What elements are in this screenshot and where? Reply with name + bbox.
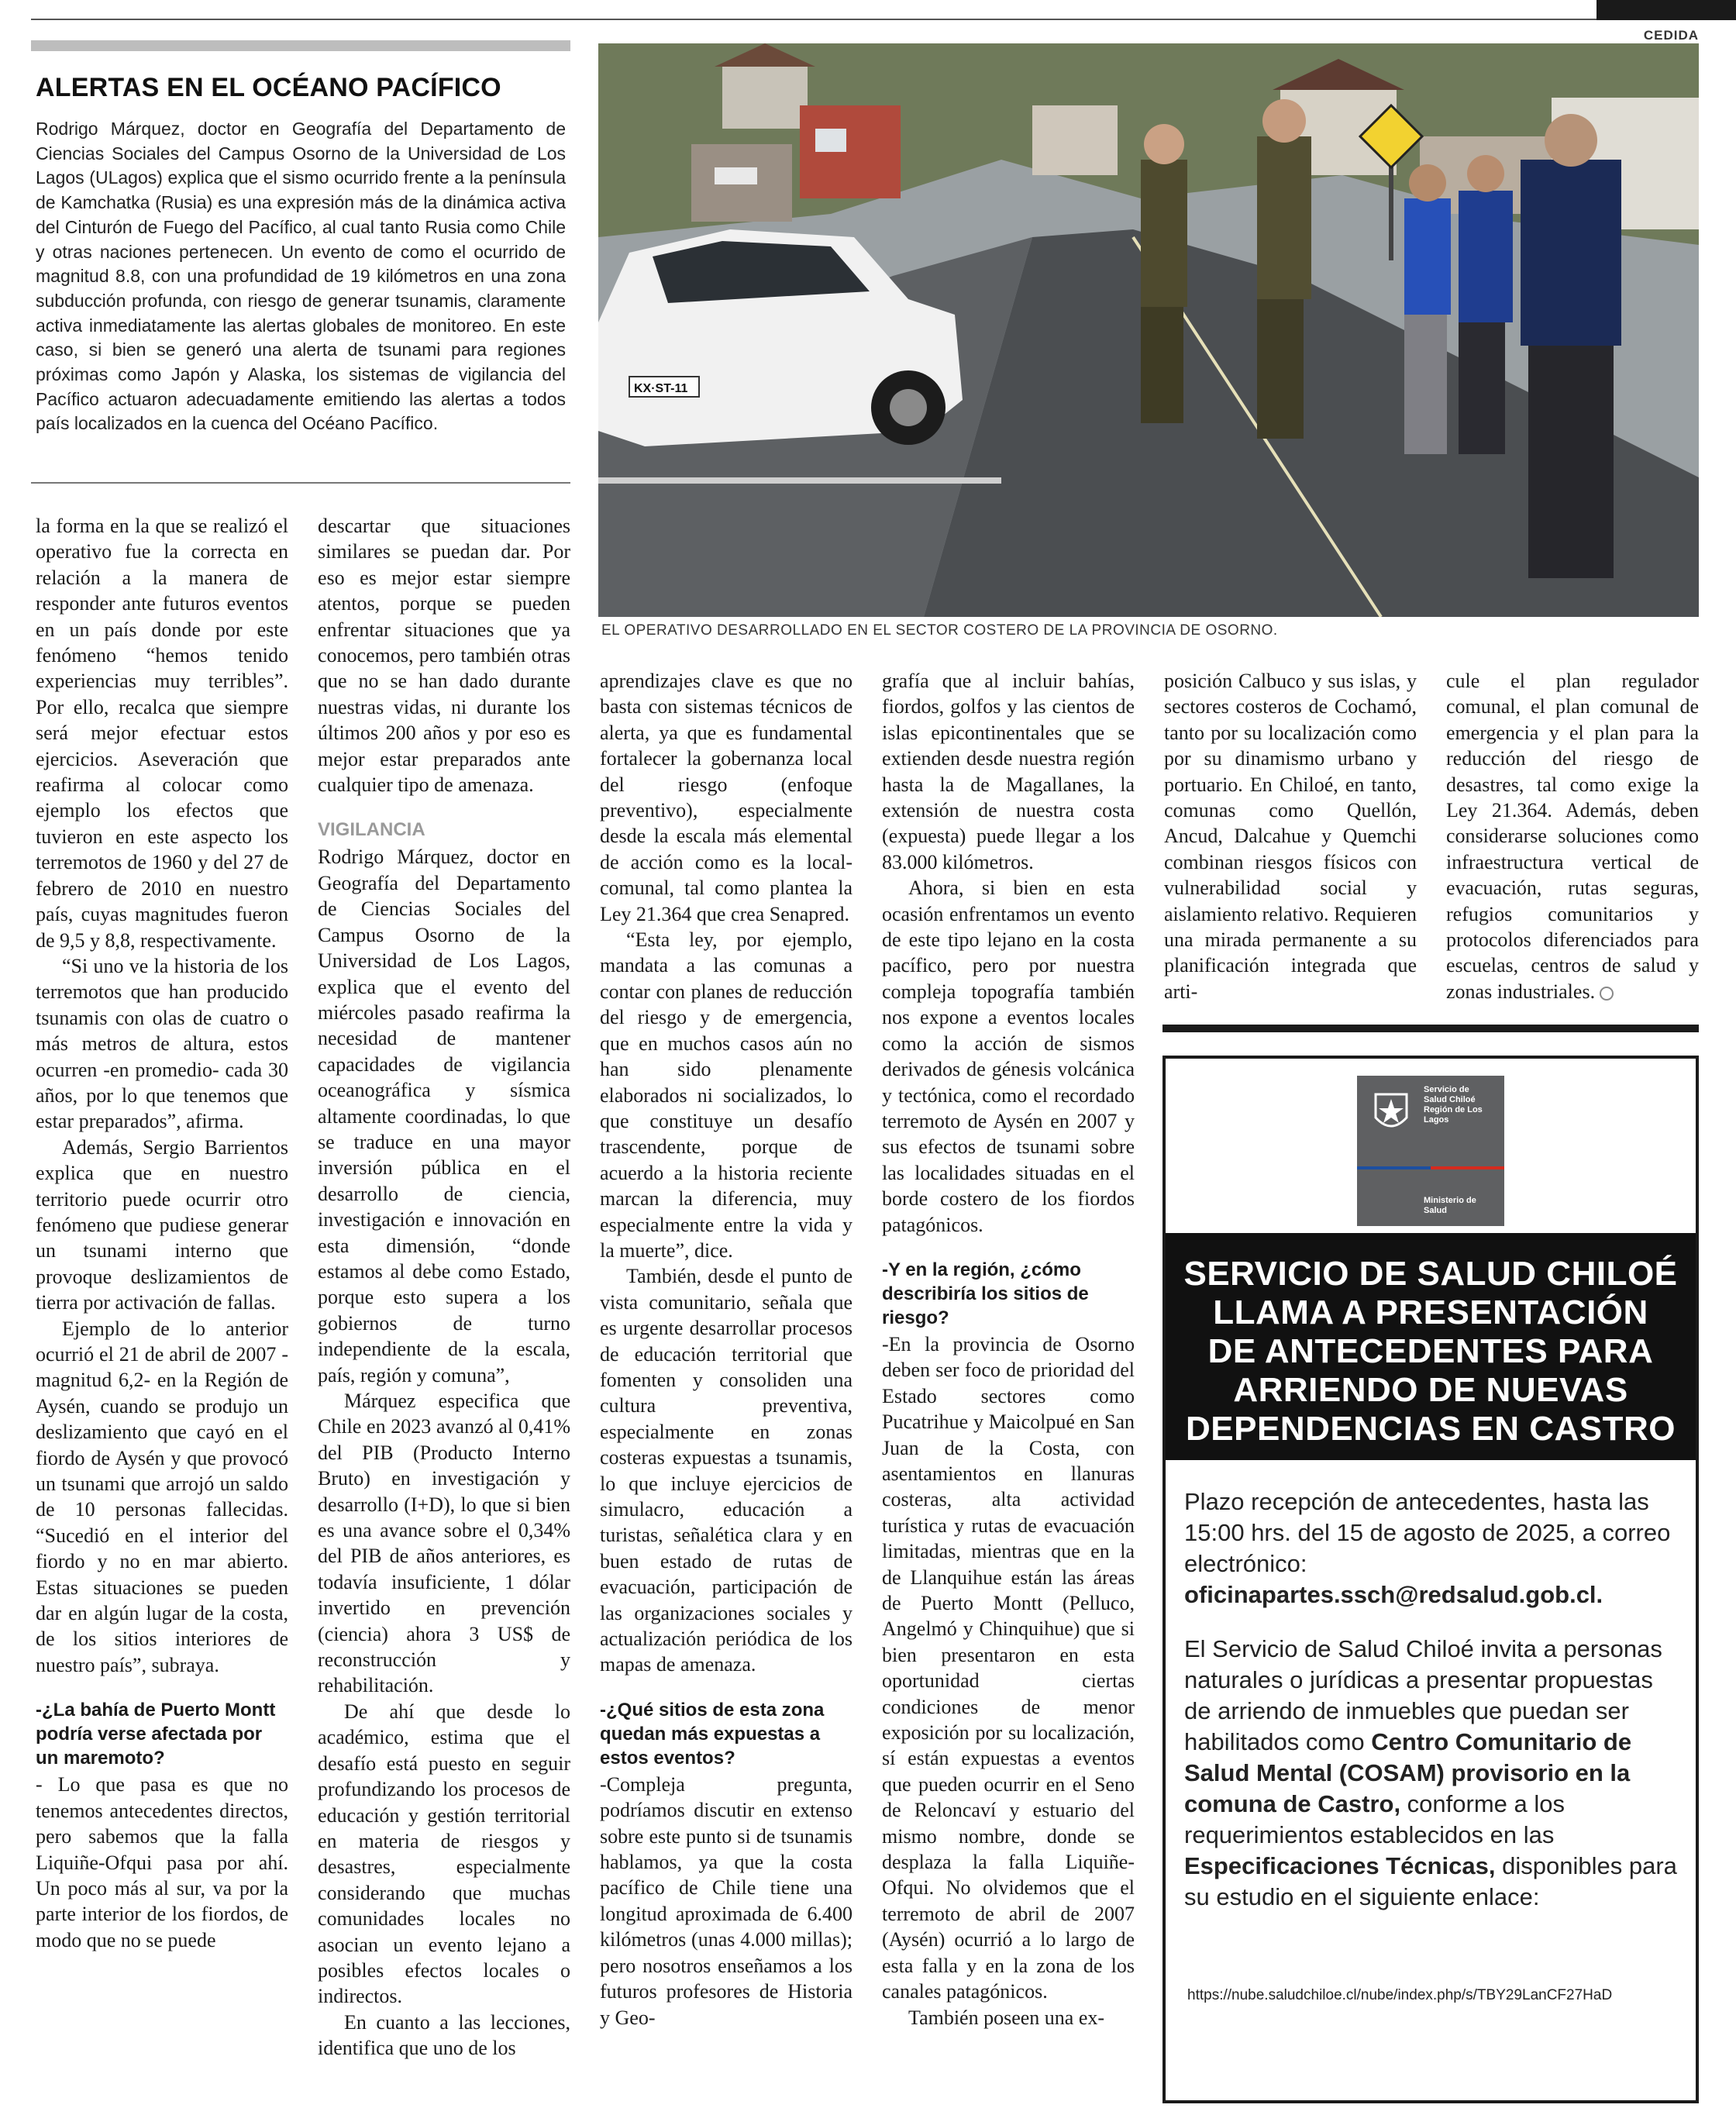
photo-credit: CEDIDA — [1643, 28, 1699, 43]
ad-text: disponibles para su estudio en el siguiente enlace: — [1184, 1852, 1677, 1910]
chile-coat-of-arms-icon — [1368, 1087, 1414, 1141]
paragraph: También, desde el punto de vista comunitario, señala que es urgente desarrollar procesos de educación territorial que fomenten y consoliden una cultura preventiva, especialmente en zonas costeras expuestas a tsunamis, lo que incluye ejercicios de simulacro, educación a turistas, señalética clara y en buen estado de rutas de evacuación, participación de las organizaciones sociales y actualización periódica de los mapas de amenaza. — [600, 1265, 852, 1676]
article-column-6 — [1446, 668, 1699, 1004]
interview-question: -Y en la región, ¿cómo describiría los sitios de riesgo? — [882, 1259, 1089, 1328]
article-column-1 — [36, 513, 288, 1953]
article-column-3 — [600, 668, 852, 2030]
ad-link[interactable]: https://nube.saludchiloe.cl/nube/index.php/s/TBY29LanCF27HaD — [1187, 1987, 1613, 2003]
paragraph: posición Calbuco y sus islas, y sectores costeros de Cochamó, tanto por su localización como por su dinamismo urbano y portuario. En Chiloé, en tanto, comunas como Quellón, Ancud, Dalcahue y Quemchi combinan riesgos físicos con vulnerabilidad social y aislamiento relativo. Requieren una mirada permanente a su planificación integrada que arti- — [1164, 670, 1417, 1003]
paragraph: En cuanto a las lecciones, identifica que uno de los — [318, 2010, 570, 2060]
ad-body — [1184, 1486, 1685, 1936]
sidebar-title: ALERTAS EN EL OCÉANO PACÍFICO — [36, 73, 501, 102]
paragraph: Ahora, si bien en esta ocasión enfrentamos un evento de este tipo lejano en la costa pacífico, pero por nuestra compleja topografía también nos expone a eventos locales como la acción de sismos derivados de génesis volcánica y tectónica, como el recordado terremoto de Aysén en 2007 y sus efectos de tsunami sobre las localidades situadas en el borde costero de los fiordos patagónicos. — [882, 877, 1135, 1236]
paragraph: la forma en la que se realizó el operativo fue la correcta en relación a la manera de responder ante futuros eventos en un país donde por este fenómeno “hemos tenido experiencias muy terribles”. Por ello, recalca que siempre será mejor efectuar estos ejercicios. Aseveración que reafirma al colocar como ejemplo los efectos que tuvieron en este aspecto los terremotos de 1960 y del 27 de febrero de 2010 en nuestro país, cuyas magnitudes fueron de 9,5 y 8,8, respectivamente. — [36, 515, 288, 952]
sidebar-text: Rodrigo Márquez, doctor en Geografía del Departamento de Ciencias Sociales del Campus Osorno de la Universidad de Los Lagos (ULagos) explica que el sismo ocurrido frente a la península de Kamchatka (Rusia) es una expresión más de la dinámica activa del Cinturón de Fuego del Pacífico, al cual tanto Rusia como Chile y otras naciones pertenecen. Un evento de como el ocurrido de magnitud 8.8, con una profundidad de 19 kilómetros en una zona subducción profunda, con riesgo de generar tsunamis, claramente activa inmediatamente las alertas globales de monitoreo. En este caso, si bien se generó una alerta de tsunami para regiones próximas como Japón y Alaska, los sistemas de vigilancia del Pacífico actuaron adecuadamente emitiendo las alertas a todos país localizados en la cuenca del Océano Pacífico. — [36, 119, 566, 434]
ad-deadline — [1184, 1486, 1685, 1610]
advertisement — [1162, 1056, 1699, 2103]
ad-top-rule — [1162, 1025, 1699, 1032]
ad-text: conforme a los requerimientos establecidos en las — [1184, 1790, 1565, 1848]
top-corner-block — [1596, 0, 1736, 20]
paragraph: Rodrigo Márquez, doctor en Geografía del Departamento de Ciencias Sociales del Campus Osorno de la Universidad de Los Lagos, explica que el evento del miércoles pasado reafirma la necesidad de mantener capacidades de vigilancia oceanográfica y sísmica altamente coordinadas, lo que se traduce en una mayor inversión pública en el desarrollo de ciencia, investigación e innovación en esta dimensión, “donde estamos al debe como Estado, porque esto supera a los gobiernos de turno independiente de la escala, país, región y comuna”, — [318, 846, 570, 1386]
ad-bold-text: Centro Comunitario de Salud Mental (COSAM) provisorio en la comuna de Castro, — [1184, 1728, 1632, 1817]
sidebar-box — [31, 40, 570, 484]
logo-blue-band — [1357, 1166, 1431, 1169]
article-column-2 — [318, 513, 570, 2062]
paragraph: Márquez especifica que Chile en 2023 avanzó al 0,41% del PIB (Producto Interno Bruto) en investigación y desarrollo (I+D), lo que si bien es una avance sobre el 0,34% del PIB de años anteriores, es todavía insuficiente, 1 dólar invertido en prevención (ciencia) ahora 3 US$ de reconstrucción y rehabilitación. — [318, 1390, 570, 1697]
section-kicker: VIGILANCIA — [318, 819, 425, 841]
ad-bold-text: Especificaciones Técnicas, — [1184, 1852, 1496, 1879]
photo-illustration — [598, 43, 1699, 617]
paragraph: -Compleja pregunta, podríamos discutir en extenso sobre este punto si de tsunamis hablamos, ya que la costa pacífico de Chile tiene una longitud aproximada de 6.400 kilómetros (unas 4.000 millas); pero nosotros enseñamos a los futuros profesores de Historia y Geo- — [600, 1772, 852, 2029]
logo-text: Servicio de Salud Chiloé Región de Los Lagos — [1424, 1085, 1483, 1125]
article-column-4 — [882, 668, 1135, 2030]
paragraph: -En la provincia de Osorno deben ser foco de prioridad del Estado sectores como Pucatrihue y Maicolpué en San Juan de la Costa, con asentamientos en llanuras costeras, alta actividad turística y rutas de evacuación limitadas, mientras que en la de Llanquihue están las áreas de Puerto Montt (Pelluco, Angelmó y Chinquihue) que si bien presentaron en esta oportunidad ciertas condiciones de menor exposición por su localización, sí están expuestas a eventos que pueden ocurrir en el Seno de Reloncaví y estuario del mismo nombre, donde se desplaza la falla Liquiñe-Ofqui. No olvidemos que el terremoto de abril de 2007 (Aysén) ocurrió a lo largo de esta falla y en la zona de los canales patagónicos. — [882, 1332, 1135, 2003]
paragraph: De ahí que desde lo académico, estima que el desafío está puesto en seguir profundizando los procesos de educación y gestión territorial en materia de riesgos y desastres, especialmente considerando que muchas comunidades locales no asocian un evento lejano a posibles efectos locales o indirectos. — [318, 1700, 570, 2008]
paragraph: “Esta ley, por ejemplo, mandata a las comunas a contar con planes de reducción del riesgo y de emergencia, que en muchos casos aún no han sido plenamente elaborados ni socializados, lo que constituye un desafío trascendente, porque de acuerdo a la historia reciente marcan la diferencia, muy especialmente entre la vida y la muerte”, dice. — [600, 928, 852, 1262]
paragraph: - Lo que pasa es que no tenemos antecedentes directos, pero sabemos que la falla Liquiñe-Ofqui pasa por ahí. Un poco más al sur, va por la parte interior de los fiordos, de modo que no se puede — [36, 1773, 288, 1951]
paragraph: Además, Sergio Barrientos explica que en nuestro territorio puede ocurrir otro fenómeno que pudiese generar un tsunami interno que provoque deslizamientos de tierra por activación de fallas. — [36, 1135, 288, 1314]
ad-email[interactable]: oficinapartes.ssch@redsalud.gob.cl. — [1184, 1581, 1603, 1608]
ad-description — [1184, 1634, 1685, 1913]
license-plate: KX·ST-11 — [634, 382, 688, 395]
top-rule — [31, 19, 1596, 20]
end-mark-icon — [1600, 987, 1614, 1001]
ad-text: El Servicio de Salud Chiloé invita a personas naturales o jurídicas a presentar propuestas de arriendo de inmuebles que puedan ser habilitados como — [1184, 1635, 1662, 1755]
paragraph: grafía que al incluir bahías, fiordos, golfos y las cientos de islas epicontinentales que se extienden desde nuestra región hasta la de Magallanes, la extensión de nuestra costa (expuesta) puede llegar a los 83.000 kilómetros. — [882, 670, 1135, 873]
interview-question: -¿Qué sitios de esta zona quedan más expuestas a estos eventos? — [600, 1699, 825, 1769]
interview-question: -¿La bahía de Puerto Montt podría verse afectada por un maremoto? — [36, 1700, 276, 1769]
news-photo — [598, 43, 1699, 617]
paragraph: También poseen una ex- — [908, 2006, 1105, 2029]
ad-headline: SERVICIO DE SALUD CHILOÉ LLAMA A PRESENTACIÓN DE ANTECEDENTES PARA ARRIENDO DE NUEVAS DEPENDENCIAS EN CASTRO — [1166, 1233, 1696, 1460]
logo-red-band — [1431, 1166, 1504, 1169]
logo-subtext: Ministerio de Salud — [1424, 1196, 1476, 1215]
paragraph: descartar que situaciones similares se puedan dar. Por eso es mejor estar siempre atentos, porque se pueden enfrentar situaciones que ya conocemos, pero también otras que no se han dado durante nuestras vidas, ni durante los últimos 200 años y por eso es mejor estar preparados ante cualquier tipo de amenaza. — [318, 515, 570, 797]
paragraph: “Si uno ve la historia de los terremotos que han producido tsunamis con olas de cuatro o más metros de altura, estos ocurren -en promedio- cada 30 años, por lo que tenemos que estar preparados”, afirma. — [36, 954, 288, 1133]
photo-caption: EL OPERATIVO DESARROLLADO EN EL SECTOR COSTERO DE LA PROVINCIA DE OSORNO. — [601, 622, 1278, 639]
paragraph: Ejemplo de lo anterior ocurrió el 21 de abril de 2007 -magnitud 6,2- en la Región de Aysén, cuando se produjo un deslizamiento que cayó en el fiordo de Aysén y que provocó un tsunami que arrojó un saldo de 10 personas fallecidas. “Sucedió en el interior del fiordo y no en mar abierto. Estas situaciones se pueden dar en algún lugar de la costa, de los sitios interiores de nuestro país”, subraya. — [36, 1317, 288, 1676]
servicio-salud-logo — [1357, 1076, 1504, 1226]
paragraph-wrapper — [1446, 668, 1699, 1004]
article-column-5 — [1164, 668, 1417, 1004]
paragraph: cule el plan regulador comunal, el plan comunal de emergencia y el plan para la reducción del riesgo de desastres, tal como exige la Ley 21.364. Además, deben considerarse soluciones como infraestructura vertical de evacuación, rutas seguras, refugios comunitarios y protocolos diferenciados para escuelas, centros de salud y zonas industriales. — [1446, 670, 1699, 1003]
paragraph: aprendizajes clave es que no basta con sistemas técnicos de alerta, ya que es fundamental fortalecer la gobernanza local del riesgo (enfoque preventivo), especialmente desde la escala más elemental de acción como es la local-comunal, tal como plantea la Ley 21.364 que crea Senapred. — [600, 670, 852, 925]
ad-deadline-text: Plazo recepción de antecedentes, hasta las 15:00 hrs. del 15 de agosto de 2025, a correo electrónico: — [1184, 1488, 1671, 1577]
